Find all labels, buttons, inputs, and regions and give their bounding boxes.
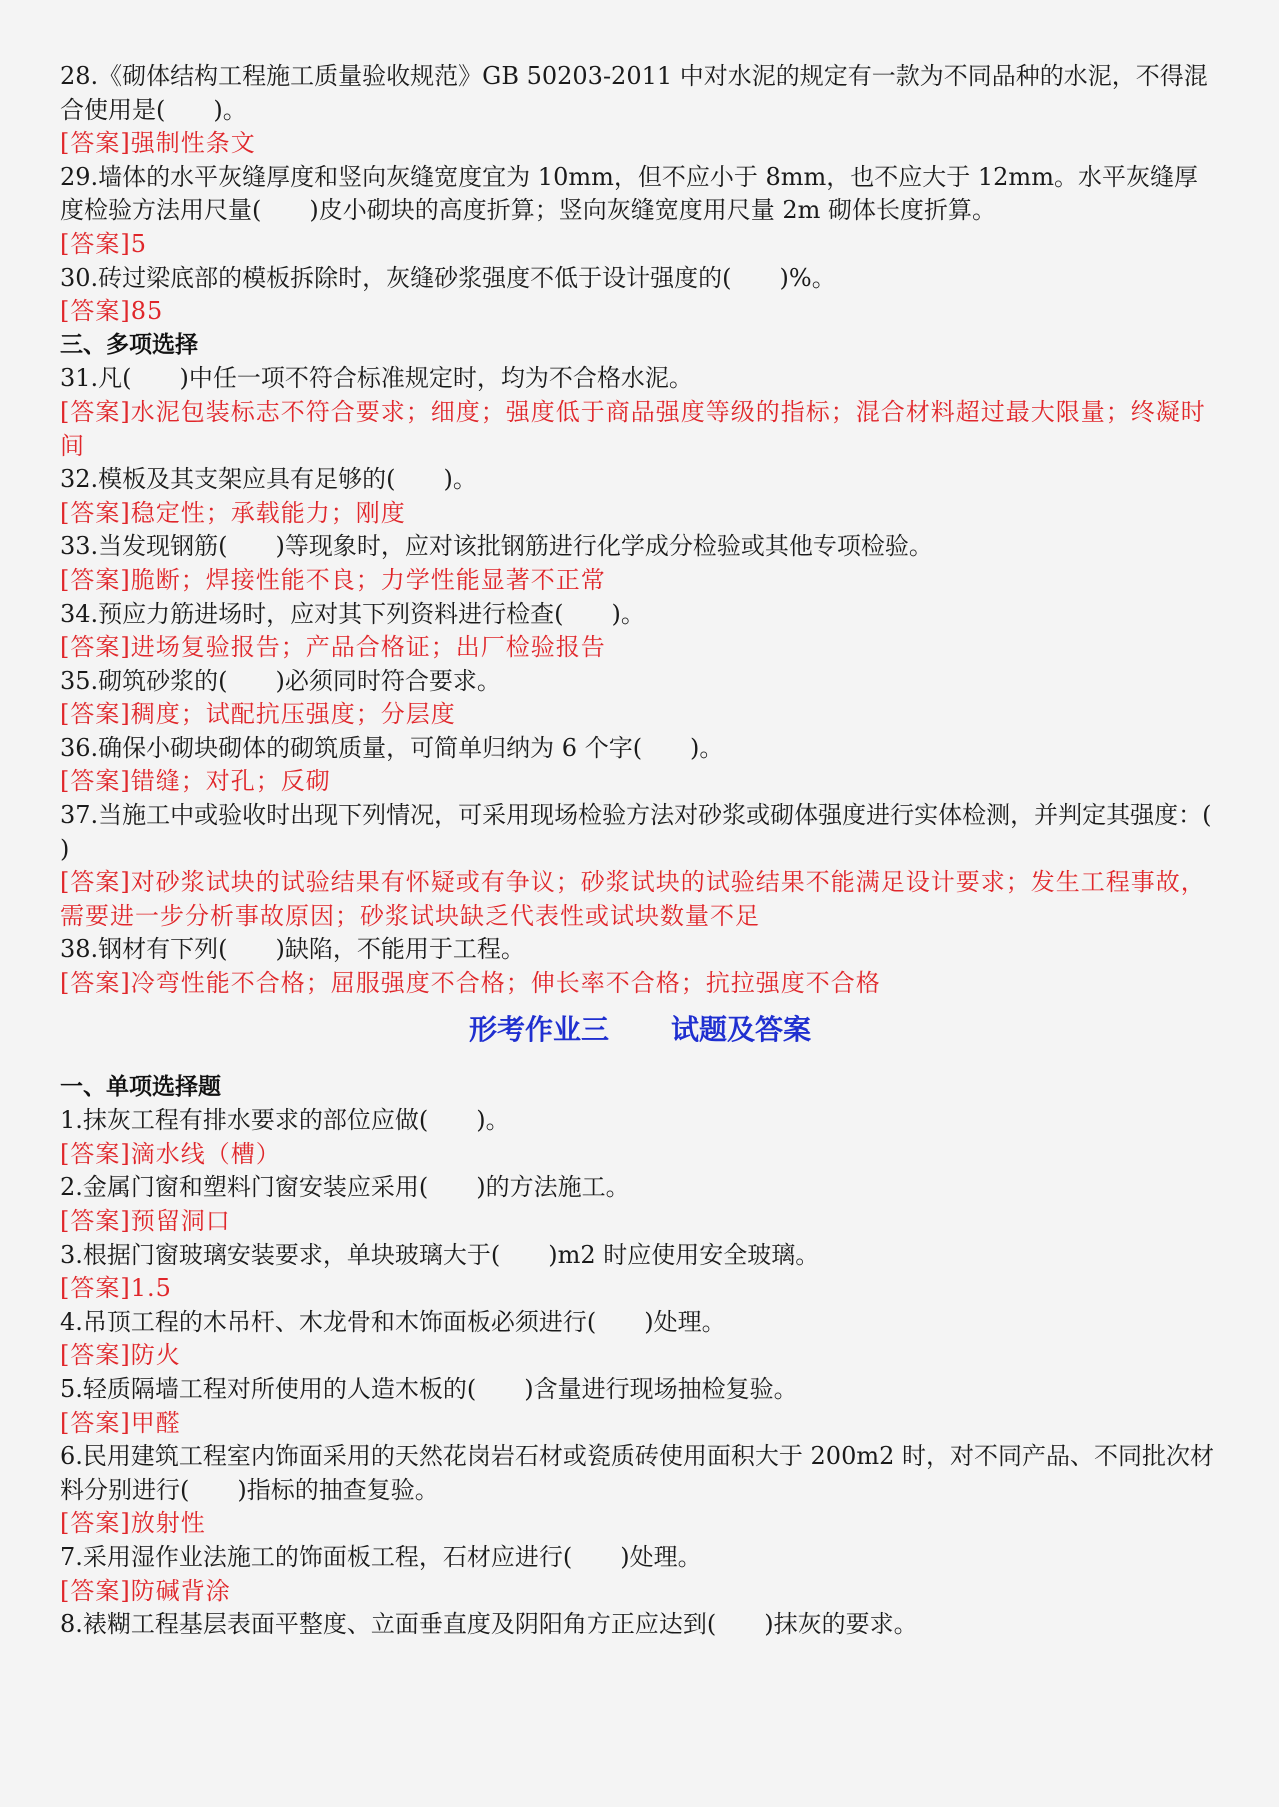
- question-text: 2.金属门窗和塑料门窗安装应采用( )的方法施工。: [60, 1173, 630, 1202]
- question-text: 1.抹灰工程有排水要求的部位应做( )。: [60, 1106, 510, 1135]
- question-text: 37.当施工中或验收时出现下列情况，可采用现场检验方法对砂浆或砌体强度进行实体检测，并判定其强度：( ): [60, 801, 1260, 863]
- question-text: 5.轻质隔墙工程对所使用的人造木板的( )含量进行现场抽检复验。: [60, 1374, 798, 1403]
- answer-text: [答案]强制性条文: [60, 129, 256, 158]
- question-text: 6.民用建筑工程室内饰面采用的天然花岗岩石材或瓷质砖使用面积大于 200m2 时，对不同产品、不同批次材料分别进行( )指标的抽查复验。: [60, 1442, 1214, 1504]
- question-group-multiple-choice: [60, 362, 1260, 1000]
- question-text: 30.砖过梁底部的模板拆除时，灰缝砂浆强度不低于设计强度的( )%。: [60, 263, 836, 292]
- question-text: 31.凡( )中任一项不符合标准规定时，均为不合格水泥。: [60, 364, 693, 393]
- assignment-title-left: 形考作业三: [468, 1012, 609, 1046]
- question-text: 34.预应力筋进场时，应对其下列资料进行检查( )。: [60, 599, 645, 628]
- question-group-single-choice: [60, 1104, 1220, 1642]
- question-text: 8.裱糊工程基层表面平整度、立面垂直度及阴阳角方正应达到( )抹灰的要求。: [60, 1610, 918, 1639]
- answer-text: [答案]脆断；焊接性能不良；力学性能显著不正常: [60, 565, 606, 594]
- answer-text: [答案]甲醛: [60, 1408, 181, 1437]
- question-text: 3.根据门窗玻璃安装要求，单块玻璃大于( )m2 时应使用安全玻璃。: [60, 1240, 820, 1269]
- question-text: 32.模板及其支架应具有足够的( )。: [60, 465, 477, 494]
- question-text: 38.钢材有下列( )缺陷，不能用于工程。: [60, 935, 525, 964]
- answer-text: [答案]防碱背涂: [60, 1576, 231, 1605]
- question-text: 29.墙体的水平灰缝厚度和竖向灰缝宽度宜为 10mm，但不应小于 8mm，也不应大于 12mm。水平灰缝厚度检验方法用尺量( )皮小砌块的高度折算；竖向灰缝宽度用尺量 2m 砌体长度折算。: [60, 162, 1198, 225]
- answer-text: [答案]防火: [60, 1341, 181, 1370]
- answer-text: [答案]对砂浆试块的试验结果有怀疑或有争议；砂浆试块的试验结果不能满足设计要求；发生工程事故，需要进一步分析事故原因；砂浆试块缺乏代表性或试块数量不足: [60, 868, 1206, 930]
- answer-text: [答案]冷弯性能不合格；屈服强度不合格；伸长率不合格；抗拉强度不合格: [60, 969, 881, 998]
- question-text: 36.确保小砌块砌体的砌筑质量，可简单归纳为 6 个字( )。: [60, 733, 724, 762]
- answer-text: [答案]稳定性；承载能力；刚度: [60, 498, 406, 527]
- answer-text: [答案]预留洞口: [60, 1207, 231, 1235]
- answer-text: [答案]稠度；试配抗压强度；分层度: [60, 700, 456, 729]
- answer-text: [答案]进场复验报告；产品合格证；出厂检验报告: [60, 633, 606, 662]
- section-heading-multiple-choice: 三、多项选择: [60, 331, 198, 358]
- answer-text: [答案]85: [60, 297, 164, 326]
- answer-text: [答案]1.5: [60, 1274, 172, 1303]
- document-page: [60, 60, 1260, 1642]
- answer-text: [答案]5: [60, 229, 147, 258]
- answer-text: [答案]水泥包装标志不符合要求；细度；强度低于商品强度等级的指标；混合材料超过最大限量；终凝时间: [60, 397, 1206, 460]
- section-heading-single-choice: 一、单项选择题: [60, 1073, 221, 1100]
- question-group-fill-in: [60, 60, 1220, 329]
- question-text: 4.吊顶工程的木吊杆、木龙骨和木饰面板必须进行( )处理。: [60, 1307, 726, 1336]
- assignment-title-right: 试题及答案: [671, 1012, 812, 1046]
- question-text: 33.当发现钢筋( )等现象时，应对该批钢筋进行化学成分检验或其他专项检验。: [60, 532, 933, 561]
- answer-text: [答案]错缝；对孔；反砌: [60, 767, 331, 796]
- assignment-title: [60, 1001, 1220, 1071]
- question-text: 28.《砌体结构工程施工质量验收规范》GB 50203-2011 中对水泥的规定有一款为不同品种的水泥，不得混合使用是( )。: [60, 62, 1208, 124]
- question-text: 7.采用湿作业法施工的饰面板工程，石材应进行( )处理。: [60, 1542, 702, 1571]
- question-text: 35.砌筑砂浆的( )必须同时符合要求。: [60, 666, 501, 695]
- answer-text: [答案]放射性: [60, 1509, 206, 1538]
- answer-text: [答案]滴水线（槽）: [60, 1139, 281, 1168]
